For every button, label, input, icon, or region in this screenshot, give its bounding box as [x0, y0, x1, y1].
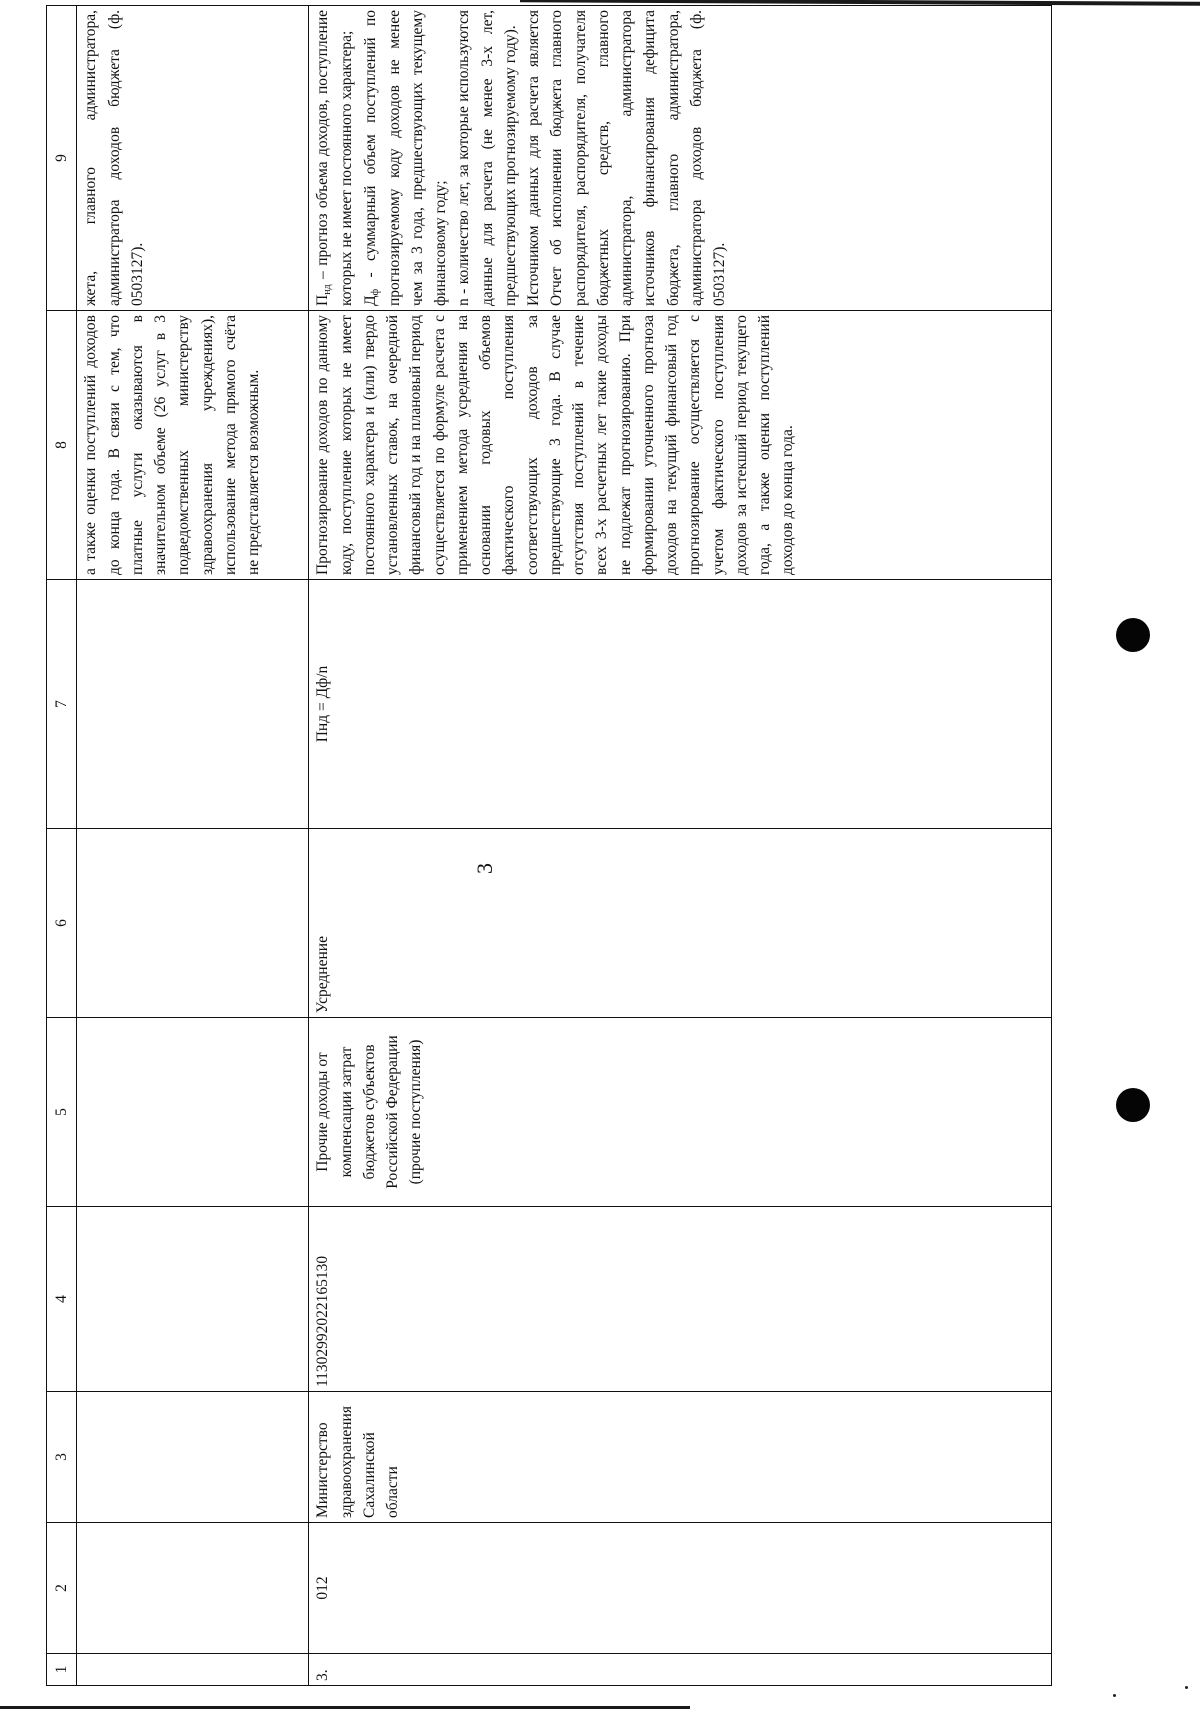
revenue-forecast-table: [46, 5, 1052, 1686]
header-cell: 2: [47, 1523, 77, 1654]
header-cell: 8: [47, 311, 77, 580]
indicator-actual: [359, 10, 453, 306]
symbol: Д: [361, 295, 379, 306]
row-number-cell: 3.: [309, 1654, 1052, 1686]
cell-empty: [77, 1654, 309, 1686]
header-cell: 4: [47, 1207, 77, 1392]
cell-empty: [77, 580, 309, 829]
cell-empty: [77, 1018, 309, 1207]
forecast-method-cell: Усреднение: [309, 829, 1052, 1018]
table-row-continued: [77, 6, 309, 1686]
page-number: 3: [472, 863, 497, 874]
data-source-text: Источником данных для расчета является Отчет об исполнении бюджета главного распорядителя, распорядителя, получателя бюджетных средств, главного администратора, администратора источников финансирования дефицита бюджета, главного администратора, администратора доходов бюджета (ф. 0503127).: [525, 10, 728, 306]
header-cell: 1: [47, 1654, 77, 1686]
admin-code-cell: 012: [309, 1523, 1052, 1654]
cell-empty: [77, 1392, 309, 1523]
indicator-text: – прогноз объема доходов, поступление которых не имеет постоянного характера;: [314, 10, 356, 306]
symbol-subscript: ф: [369, 288, 381, 296]
indicator-text: - суммарный объем поступлений по прогнозируемому коду доходов не менее чем за 3 года, предшествующих текущему финансовому году;: [361, 10, 449, 306]
symbol: П: [314, 294, 332, 306]
header-cell: 3: [47, 1392, 77, 1523]
indicator-description-cell: [309, 6, 1052, 311]
header-cell: 9: [47, 6, 77, 311]
indicator-years: n - количество лет, за которые используются данные для расчета (не менее 3-х лет, предшествующих прогнозируемому году).: [455, 10, 519, 306]
formula-cell: Пнд = Дф/n: [309, 580, 1052, 829]
header-cell: 6: [47, 829, 77, 1018]
symbol-subscript: нд: [322, 284, 334, 295]
indicator-forecast: [311, 10, 358, 306]
method-description-cell: Прогнозирование доходов по данному коду, поступление которых не имеет постоянного характера и (или) твердо установленных ставок, на очередной финансовый год и на плановый период осуществляется по формуле расчета с применением метода усреднения на основании годовых объемов фактического поступления соответствующих доходов за предшествующие 3 года. В случае отсутствия поступлений в течение всех 3-х расчетных лет такие доходы не подлежат прогнозированию. При формировании уточненного прогноза доходов на текущий финансовый год прогнозирование осуществляется с учетом фактического поступления доходов за истекший период текущего года, а также оценки поступлений доходов до конца года.: [309, 311, 1052, 580]
administrator-name-cell: Министерство здравоохранения Сахалинской области: [309, 1392, 1052, 1523]
data-source-cell: жета, главного администратора, администратора доходов бюджета (ф. 0503127).: [77, 6, 309, 311]
column-number-row: [47, 6, 77, 1686]
cell-empty: [77, 829, 309, 1018]
budget-class-code-cell: 11302992022165130: [309, 1207, 1052, 1392]
method-description-cell: а также оценки поступлений доходов до конца года. В связи с тем, что платные услуги оказываются в значительном объеме (26 услуг в 3 подведомственных министерству здравоохранения учреждениях), использование метода прямого счёта не представляется возможным.: [77, 311, 309, 580]
cell-empty: [77, 1523, 309, 1654]
cell-empty: [77, 1207, 309, 1392]
revenue-name-cell: Прочие доходы от компенсации затрат бюджетов субъектов Российской Федерации (прочие поступления): [309, 1018, 1052, 1207]
header-cell: 7: [47, 580, 77, 829]
header-cell: 5: [47, 1018, 77, 1207]
table-row-3: [309, 6, 1052, 1686]
